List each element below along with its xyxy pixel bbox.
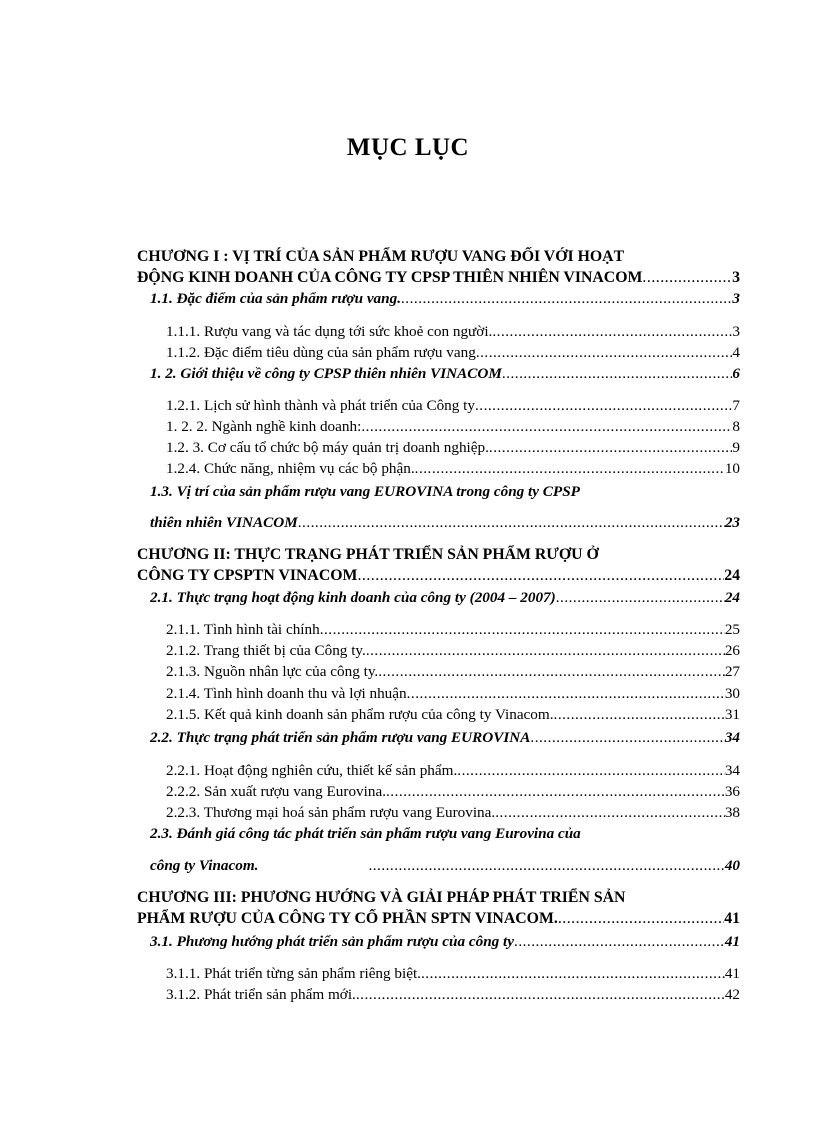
dot-leader [415, 459, 725, 479]
dot-leader [556, 588, 725, 608]
toc-page-number: 30 [724, 685, 740, 702]
toc-page-number: 38 [724, 804, 740, 821]
dot-leader [502, 364, 733, 384]
toc-subsection-1-1-1[interactable] [166, 322, 740, 342]
dot-leader [489, 438, 733, 458]
toc-section-3-1[interactable] [150, 932, 740, 952]
toc-section-2-3[interactable] [150, 856, 740, 876]
dot-leader [530, 728, 724, 748]
dot-leader [495, 803, 725, 823]
dot-leader [320, 620, 725, 640]
toc-entry-text: CHƯƠNG II: THỰC TRẠNG PHÁT TRIỂN SẢN PHẨM RƯỢU Ở [137, 546, 599, 563]
toc-page-number: 7 [732, 397, 740, 414]
toc-page-number: 8 [732, 418, 740, 435]
toc-entry-text: 1.3. Vị trí của sản phẩm rượu vang EUROVINA trong công ty CPSP [150, 483, 580, 500]
toc-page-number: 27 [724, 663, 740, 680]
toc-subsection-2-2-1[interactable] [166, 761, 740, 781]
toc-page-number: 4 [732, 344, 740, 361]
toc-entry-text: 1.1.1. Rượu vang và tác dụng tới sức khoẻ con người. [166, 323, 493, 340]
toc-section-1-2[interactable] [150, 364, 740, 384]
toc-page-number: 24 [724, 589, 740, 606]
toc-entry-text: 2.3. Đánh giá công tác phát triển sản phẩm rượu vang Eurovina của [150, 825, 581, 842]
toc-entry-text: 1.2.1. Lịch sử hình thành và phát triển của Công ty [166, 397, 475, 414]
toc-chapter-2[interactable] [137, 566, 740, 586]
toc-chapter-3-line-1[interactable] [137, 888, 740, 908]
toc-entry-text: công ty Vinacom. [150, 857, 259, 874]
toc-page-number: 40 [724, 857, 740, 874]
toc-subsection-1-1-2[interactable] [166, 343, 740, 363]
toc-page-number: 41 [724, 910, 740, 927]
toc-chapter-2-line-1[interactable] [137, 545, 740, 565]
toc-page-number: 6 [732, 365, 740, 382]
toc-entry-text: 2.1. Thực trạng hoạt động kinh doanh của công ty (2004 – 2007) [150, 589, 556, 606]
toc-subsection-1-2-3[interactable] [166, 438, 740, 458]
dot-leader [361, 417, 732, 437]
dot-leader [554, 705, 725, 725]
toc-entry-text: 2.2.2. Sản xuất rượu vang Eurovina. [166, 783, 386, 800]
toc-entry-text: 1.1. Đặc điểm của sản phẩm rượu vang. [150, 290, 401, 307]
toc-subsection-2-1-4[interactable] [166, 684, 740, 704]
toc-page-number: 34 [724, 762, 740, 779]
toc-entry-text: PHẨM RƯỢU CỦA CÔNG TY CỔ PHẦN SPTN VINACOM. [137, 910, 558, 927]
dot-leader [386, 782, 725, 802]
toc-entry-text: CÔNG TY CPSPTN VINACOM [137, 567, 358, 584]
toc-page-number: 3 [732, 323, 740, 340]
toc-page-number: 34 [724, 729, 740, 746]
toc-subsection-1-2-1[interactable] [166, 396, 740, 416]
toc-page-number: 3 [732, 269, 740, 286]
toc-entry-text: ĐỘNG KINH DOANH CỦA CÔNG TY CPSP THIÊN NHIÊN VINACOM [137, 269, 643, 286]
dot-leader [492, 322, 732, 342]
dot-leader [476, 343, 733, 363]
dot-leader [558, 909, 724, 929]
toc-entry-text: thiên nhiên VINACOM [150, 514, 298, 531]
toc-page-number: 23 [724, 514, 740, 531]
toc-entry-text: 2.2.1. Hoạt động nghiên cứu, thiết kế sản phẩm. [166, 762, 458, 779]
toc-page-number: 3 [732, 290, 740, 307]
toc-page-number: 41 [724, 933, 740, 950]
toc-entry-text: CHƯƠNG III: PHƯƠNG HƯỚNG VÀ GIẢI PHÁP PHÁT TRIỂN SẢN [137, 889, 626, 906]
toc-page-number: 31 [724, 706, 740, 723]
toc-entry-text: 3.1.1. Phát triển từng sản phẩm riêng biệt. [166, 965, 421, 982]
toc-subsection-2-1-5[interactable] [166, 705, 740, 725]
dot-leader [356, 985, 725, 1005]
toc-page-number: 10 [724, 460, 740, 477]
dot-leader [642, 268, 732, 288]
toc-section-1-3[interactable] [150, 513, 740, 533]
dot-leader [366, 641, 725, 661]
toc-subsection-2-1-2[interactable] [166, 641, 740, 661]
toc-section-2-2[interactable] [150, 728, 740, 748]
toc-chapter-1-line-1[interactable] [137, 247, 740, 267]
dot-leader [357, 566, 724, 586]
toc-entry-text: 2.2. Thực trạng phát triển sản phẩm rượu vang EUROVINA [150, 729, 531, 746]
dot-leader [368, 856, 724, 876]
dot-leader [407, 684, 725, 704]
toc-section-2-1[interactable] [150, 588, 740, 608]
toc-entry-text: 1.1.2. Đặc điểm tiêu dùng của sản phẩm rượu vang [166, 344, 476, 361]
toc-page-number: 25 [724, 621, 740, 638]
dot-leader [378, 662, 725, 682]
toc-subsection-1-2-4[interactable] [166, 459, 740, 479]
toc-entry-text: 2.1.4. Tình hình doanh thu và lợi nhuận [166, 685, 407, 702]
toc-entry-text: 2.1.1. Tình hình tài chính [166, 621, 320, 638]
toc-entry-text: 2.1.5. Kết quả kinh doanh sản phẩm rượu của công ty Vinacom. [166, 706, 554, 723]
toc-entry-text: CHƯƠNG I : VỊ TRÍ CỦA SẢN PHẨM RƯỢU VANG ĐỐI VỚI HOẠT [137, 248, 625, 265]
toc-entry-text: 1.2.4. Chức năng, nhiệm vụ các bộ phận. [166, 460, 415, 477]
toc-subsection-3-1-1[interactable] [166, 964, 740, 984]
toc-entry-text: 2.1.3. Nguồn nhân lực của công ty. [166, 663, 379, 680]
dot-leader [457, 761, 725, 781]
toc-subsection-1-2-2[interactable] [166, 417, 740, 437]
page-title: MỤC LỤC [346, 134, 470, 161]
toc-section-1-3-line-1[interactable] [150, 482, 740, 502]
toc-subsection-2-2-3[interactable] [166, 803, 740, 823]
toc-entry-text: 1. 2. 2. Ngành nghề kinh doanh: [166, 418, 362, 435]
toc-entry-text: 2.2.3. Thương mại hoá sản phẩm rượu vang Eurovina. [166, 804, 496, 821]
dot-leader [475, 396, 732, 416]
toc-page-number: 41 [724, 965, 740, 982]
dot-leader [421, 964, 725, 984]
toc-entry-text: 2.1.2. Trang thiết bị của Công ty. [166, 642, 366, 659]
dot-leader [298, 513, 725, 533]
toc-section-2-3-line-1[interactable] [150, 824, 740, 844]
toc-subsection-2-2-2[interactable] [166, 782, 740, 802]
toc-chapter-1[interactable] [137, 268, 740, 288]
toc-entry-text: 1.2. 3. Cơ cấu tổ chức bộ máy quản trị doanh nghiệp. [166, 439, 489, 456]
toc-subsection-2-1-3[interactable] [166, 662, 740, 682]
toc-page-number: 24 [724, 567, 740, 584]
toc-page-number: 9 [732, 439, 740, 456]
toc-entry-text: 3.1.2. Phát triển sản phẩm mới. [166, 986, 356, 1003]
toc-chapter-3[interactable] [137, 909, 740, 929]
toc-entry-text: 1. 2. Giới thiệu về công ty CPSP thiên nhiên VINACOM [150, 365, 502, 382]
toc-section-1-1[interactable] [150, 289, 740, 309]
toc-page-number: 42 [724, 986, 740, 1003]
toc-entry-text: 3.1. Phương hướng phát triển sản phẩm rượu của công ty [150, 933, 515, 950]
dot-leader [514, 932, 725, 952]
toc-subsection-3-1-2[interactable] [166, 985, 740, 1005]
toc-subsection-2-1-1[interactable] [166, 620, 740, 640]
dot-leader [401, 289, 732, 309]
toc-page-number: 26 [724, 642, 740, 659]
toc-page-number: 36 [724, 783, 740, 800]
